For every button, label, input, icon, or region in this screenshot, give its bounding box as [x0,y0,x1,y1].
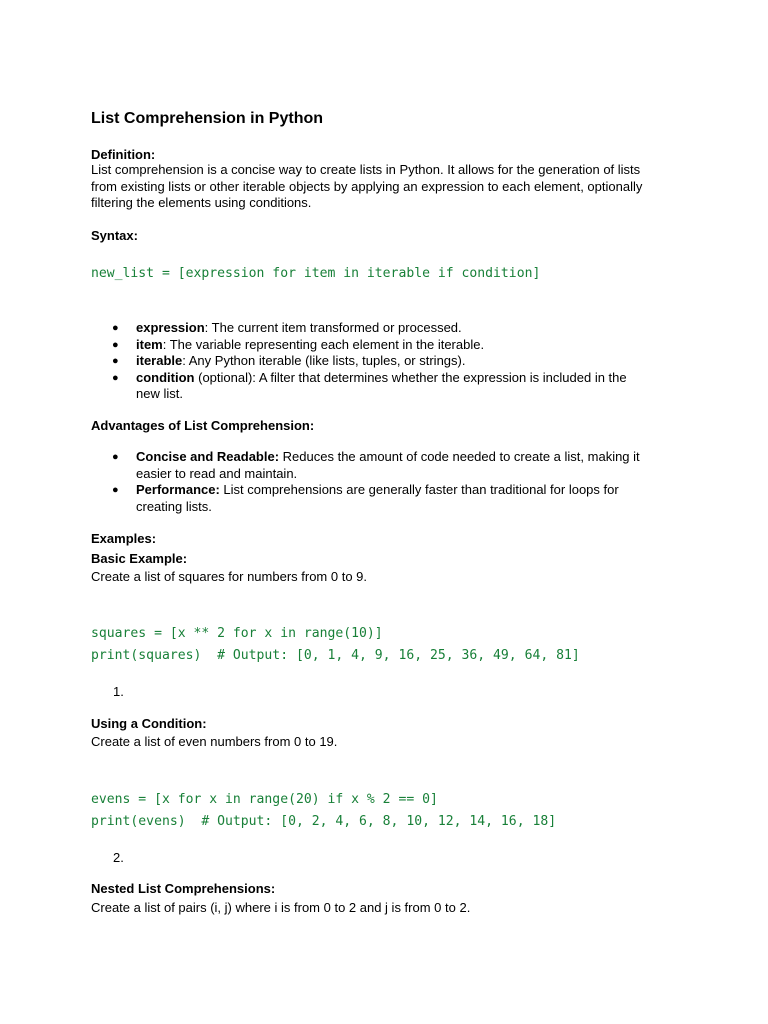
definition-paragraph [91,162,711,212]
list-item [91,449,681,482]
term-description: : The variable representing each element in the iterable. [162,336,485,352]
basic-example-code-line: squares = [x ** 2 for x in range(10)] [91,626,383,641]
term-description-continued: creating lists. [136,498,212,514]
list-item [91,482,681,515]
term: item [136,336,163,352]
advantages-heading: Advantages of List Comprehension: [91,418,315,433]
term-description: : Any Python iterable (like lists, tuples, or strings). [182,353,466,368]
term: expression [136,320,205,335]
definition-line: List comprehension is a concise way to create lists in Python. It allows for the generation of lists [91,162,641,177]
condition-example-description: Create a list of even numbers from 0 to 19. [91,734,338,749]
condition-example-code-line: evens = [x for x in range(20) if x % 2 == 0] [91,792,438,807]
condition-example-code-line: print(evens) # Output: [0, 2, 4, 6, 8, 10, 12, 14, 16, 18] [91,814,557,829]
list-number: 2. [113,850,124,865]
examples-heading: Examples: [91,531,157,546]
condition-example-heading: Using a Condition: [91,716,207,731]
term: condition [136,369,195,385]
definition-line: from existing lists or other iterable objects by applying an expression to each element, optionally [91,178,643,194]
basic-example-description: Create a list of squares for numbers from 0 to 9. [91,569,368,584]
definition-line: filtering the elements using conditions. [91,195,312,210]
term-description-continued: new list. [136,386,183,401]
bullet-icon: ● [112,451,119,463]
syntax-heading: Syntax: [91,228,138,243]
term-description: Reduces the amount of code needed to create a list, making it [279,449,640,464]
list-item [91,320,681,337]
list-item [91,353,681,370]
list-item [91,337,681,354]
page-title: List Comprehension in Python [91,110,324,127]
term: Concise and Readable: [136,449,280,464]
bullet-icon: ● [112,338,119,351]
syntax-code: new_list = [expression for item in iterable if condition] [91,266,541,281]
list-item [91,370,681,403]
term-description: : The current item transformed or processed. [204,320,462,335]
bullet-icon: ● [112,371,119,384]
basic-example-code-line: print(squares) # Output: [0, 1, 4, 9, 16, 25, 36, 49, 64, 81] [91,648,580,663]
bullet-icon: ● [112,484,119,496]
definition-heading: Definition: [91,147,156,162]
term: iterable [136,353,183,368]
basic-example-heading: Basic Example: [91,551,188,566]
bullet-icon: ● [112,322,119,334]
term: Performance: [136,482,220,497]
nested-example-heading: Nested List Comprehensions: [91,881,276,896]
nested-example-description: Create a list of pairs (i, j) where i is from 0 to 2 and j is from 0 to 2. [91,900,471,915]
term-description: (optional): A filter that determines whether the expression is included in the [194,369,627,385]
syntax-term-list [91,320,681,403]
term-description-continued: easier to read and maintain. [136,465,298,481]
advantages-list [91,449,681,515]
list-number: 1. [113,684,124,699]
term-description: List comprehensions are generally faster than traditional for loops for [219,482,619,497]
bullet-icon: ● [112,355,119,367]
